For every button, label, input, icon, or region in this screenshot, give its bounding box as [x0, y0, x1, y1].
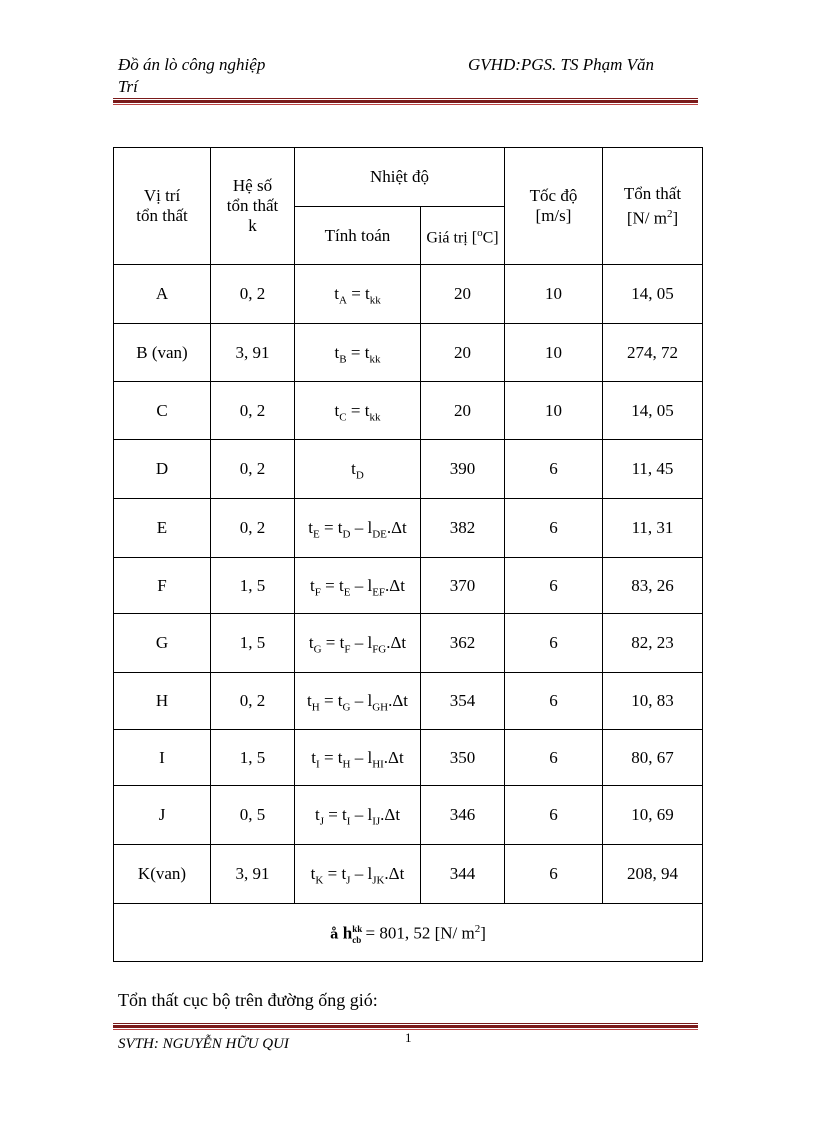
- table-row: [114, 382, 703, 440]
- cell-loss: 83, 26: [603, 558, 703, 614]
- cell-position: J: [114, 786, 211, 845]
- cell-loss: 11, 45: [603, 440, 703, 499]
- cell-formula: $t_D$: [295, 440, 421, 499]
- cell-temperature: 370: [421, 558, 505, 614]
- cell-coefficient: 1, 5: [211, 614, 295, 673]
- col-header-loss: Tổn thất [N/ $m^2$]: [603, 148, 703, 265]
- table-row: [114, 499, 703, 558]
- section-note: Tổn thất cục bộ trên đường ống gió:: [118, 990, 378, 1010]
- col-header-temperature: Nhiệt độ: [295, 148, 505, 207]
- cell-loss: 80, 67: [603, 730, 703, 786]
- col-header-position: Vị trí tổn thất: [114, 148, 211, 265]
- header-title-continued: Trí: [118, 77, 138, 96]
- cell-formula: $t_J = t_I - l_{IJ}.\Delta t$: [295, 786, 421, 845]
- cell-formula: $t_I = t_H - l_{HI}.\Delta t$: [295, 730, 421, 786]
- col-header-calculation: Tính toán: [295, 207, 421, 265]
- col-header-speed: Tốc độ [m/s]: [505, 148, 603, 265]
- cell-position: I: [114, 730, 211, 786]
- header-supervisor: GVHD:PGS. TS Phạm Văn: [468, 55, 655, 74]
- cell-formula: $t_F = t_E - l_{EF}.\Delta t$: [295, 558, 421, 614]
- cell-position: E: [114, 499, 211, 558]
- col-header-value: Giá trị [$^o$C]: [421, 207, 505, 265]
- cell-temperature: 344: [421, 845, 505, 904]
- cell-speed: 10: [505, 324, 603, 382]
- cell-temperature: 20: [421, 265, 505, 324]
- cell-speed: 6: [505, 786, 603, 845]
- cell-coefficient: 1, 5: [211, 558, 295, 614]
- cell-loss: 10, 83: [603, 673, 703, 730]
- header-rule-bottom: [113, 104, 698, 105]
- header-left: [118, 54, 265, 98]
- cell-speed: 10: [505, 265, 603, 324]
- cell-speed: 6: [505, 730, 603, 786]
- cell-temperature: 20: [421, 382, 505, 440]
- cell-temperature: 350: [421, 730, 505, 786]
- cell-coefficient: 0, 2: [211, 265, 295, 324]
- total-loss-value: = 801, 52 [N/ m: [365, 923, 475, 943]
- table-row: [114, 673, 703, 730]
- cell-coefficient: 1, 5: [211, 730, 295, 786]
- cell-temperature: 382: [421, 499, 505, 558]
- cell-loss: 208, 94: [603, 845, 703, 904]
- cell-coefficient: 3, 91: [211, 324, 295, 382]
- cell-position: D: [114, 440, 211, 499]
- cell-loss: 82, 23: [603, 614, 703, 673]
- table-row: [114, 324, 703, 382]
- total-loss-row: å $h^{kk}_{cb} = 801$, 52 [N/ $m^2$]: [114, 904, 703, 962]
- cell-speed: 6: [505, 845, 603, 904]
- cell-speed: 6: [505, 440, 603, 499]
- footer-rule-top: [113, 1023, 698, 1024]
- cell-speed: 6: [505, 499, 603, 558]
- table-row: [114, 845, 703, 904]
- cell-coefficient: 0, 2: [211, 673, 295, 730]
- cell-formula: $t_H = t_G - l_{GH}.\Delta t$: [295, 673, 421, 730]
- cell-temperature: 346: [421, 786, 505, 845]
- header-title: Đồ án lò công nghiệp: [118, 55, 266, 74]
- cell-loss: 11, 31: [603, 499, 703, 558]
- cell-loss: 14, 05: [603, 382, 703, 440]
- cell-position: C: [114, 382, 211, 440]
- cell-formula: $t_K = t_J - l_{JK}.\Delta t$: [295, 845, 421, 904]
- cell-loss: 14, 05: [603, 265, 703, 324]
- cell-coefficient: 0, 2: [211, 382, 295, 440]
- header-rule-thick: [113, 100, 698, 103]
- table-row: [114, 730, 703, 786]
- table-row: [114, 786, 703, 845]
- footer-author: SVTH: NGUYỄN HỮU QUI: [118, 1036, 289, 1052]
- cell-loss: 274, 72: [603, 324, 703, 382]
- cell-coefficient: 0, 2: [211, 499, 295, 558]
- cell-coefficient: 0, 5: [211, 786, 295, 845]
- table-row: [114, 265, 703, 324]
- cell-loss: 10, 69: [603, 786, 703, 845]
- pressure-loss-table: [113, 147, 703, 962]
- cell-speed: 10: [505, 382, 603, 440]
- cell-position: F: [114, 558, 211, 614]
- cell-temperature: 390: [421, 440, 505, 499]
- cell-formula: $t_G = t_F - l_{FG}.\Delta t$: [295, 614, 421, 673]
- cell-position: H: [114, 673, 211, 730]
- cell-speed: 6: [505, 673, 603, 730]
- cell-temperature: 20: [421, 324, 505, 382]
- footer-rule-thick: [113, 1025, 698, 1028]
- cell-formula: $t_E = t_D - l_{DE}.\Delta t$: [295, 499, 421, 558]
- table-row: [114, 440, 703, 499]
- sum-symbol: å: [330, 927, 339, 943]
- cell-formula: $t_C = t_{kk}$: [295, 382, 421, 440]
- cell-position: G: [114, 614, 211, 673]
- cell-position: A: [114, 265, 211, 324]
- cell-formula: $t_A = t_{kk}$: [295, 265, 421, 324]
- col-header-coefficient: Hệ số tổn thất k: [211, 148, 295, 265]
- cell-coefficient: 0, 2: [211, 440, 295, 499]
- cell-coefficient: 3, 91: [211, 845, 295, 904]
- table-row: [114, 614, 703, 673]
- cell-speed: 6: [505, 558, 603, 614]
- cell-formula: $t_B = t_{kk}$: [295, 324, 421, 382]
- table-row: [114, 558, 703, 614]
- page-number: 1: [405, 1030, 412, 1045]
- cell-position: K(van): [114, 845, 211, 904]
- cell-temperature: 354: [421, 673, 505, 730]
- cell-speed: 6: [505, 614, 603, 673]
- header-rule-top: [113, 98, 698, 99]
- cell-temperature: 362: [421, 614, 505, 673]
- cell-position: B (van): [114, 324, 211, 382]
